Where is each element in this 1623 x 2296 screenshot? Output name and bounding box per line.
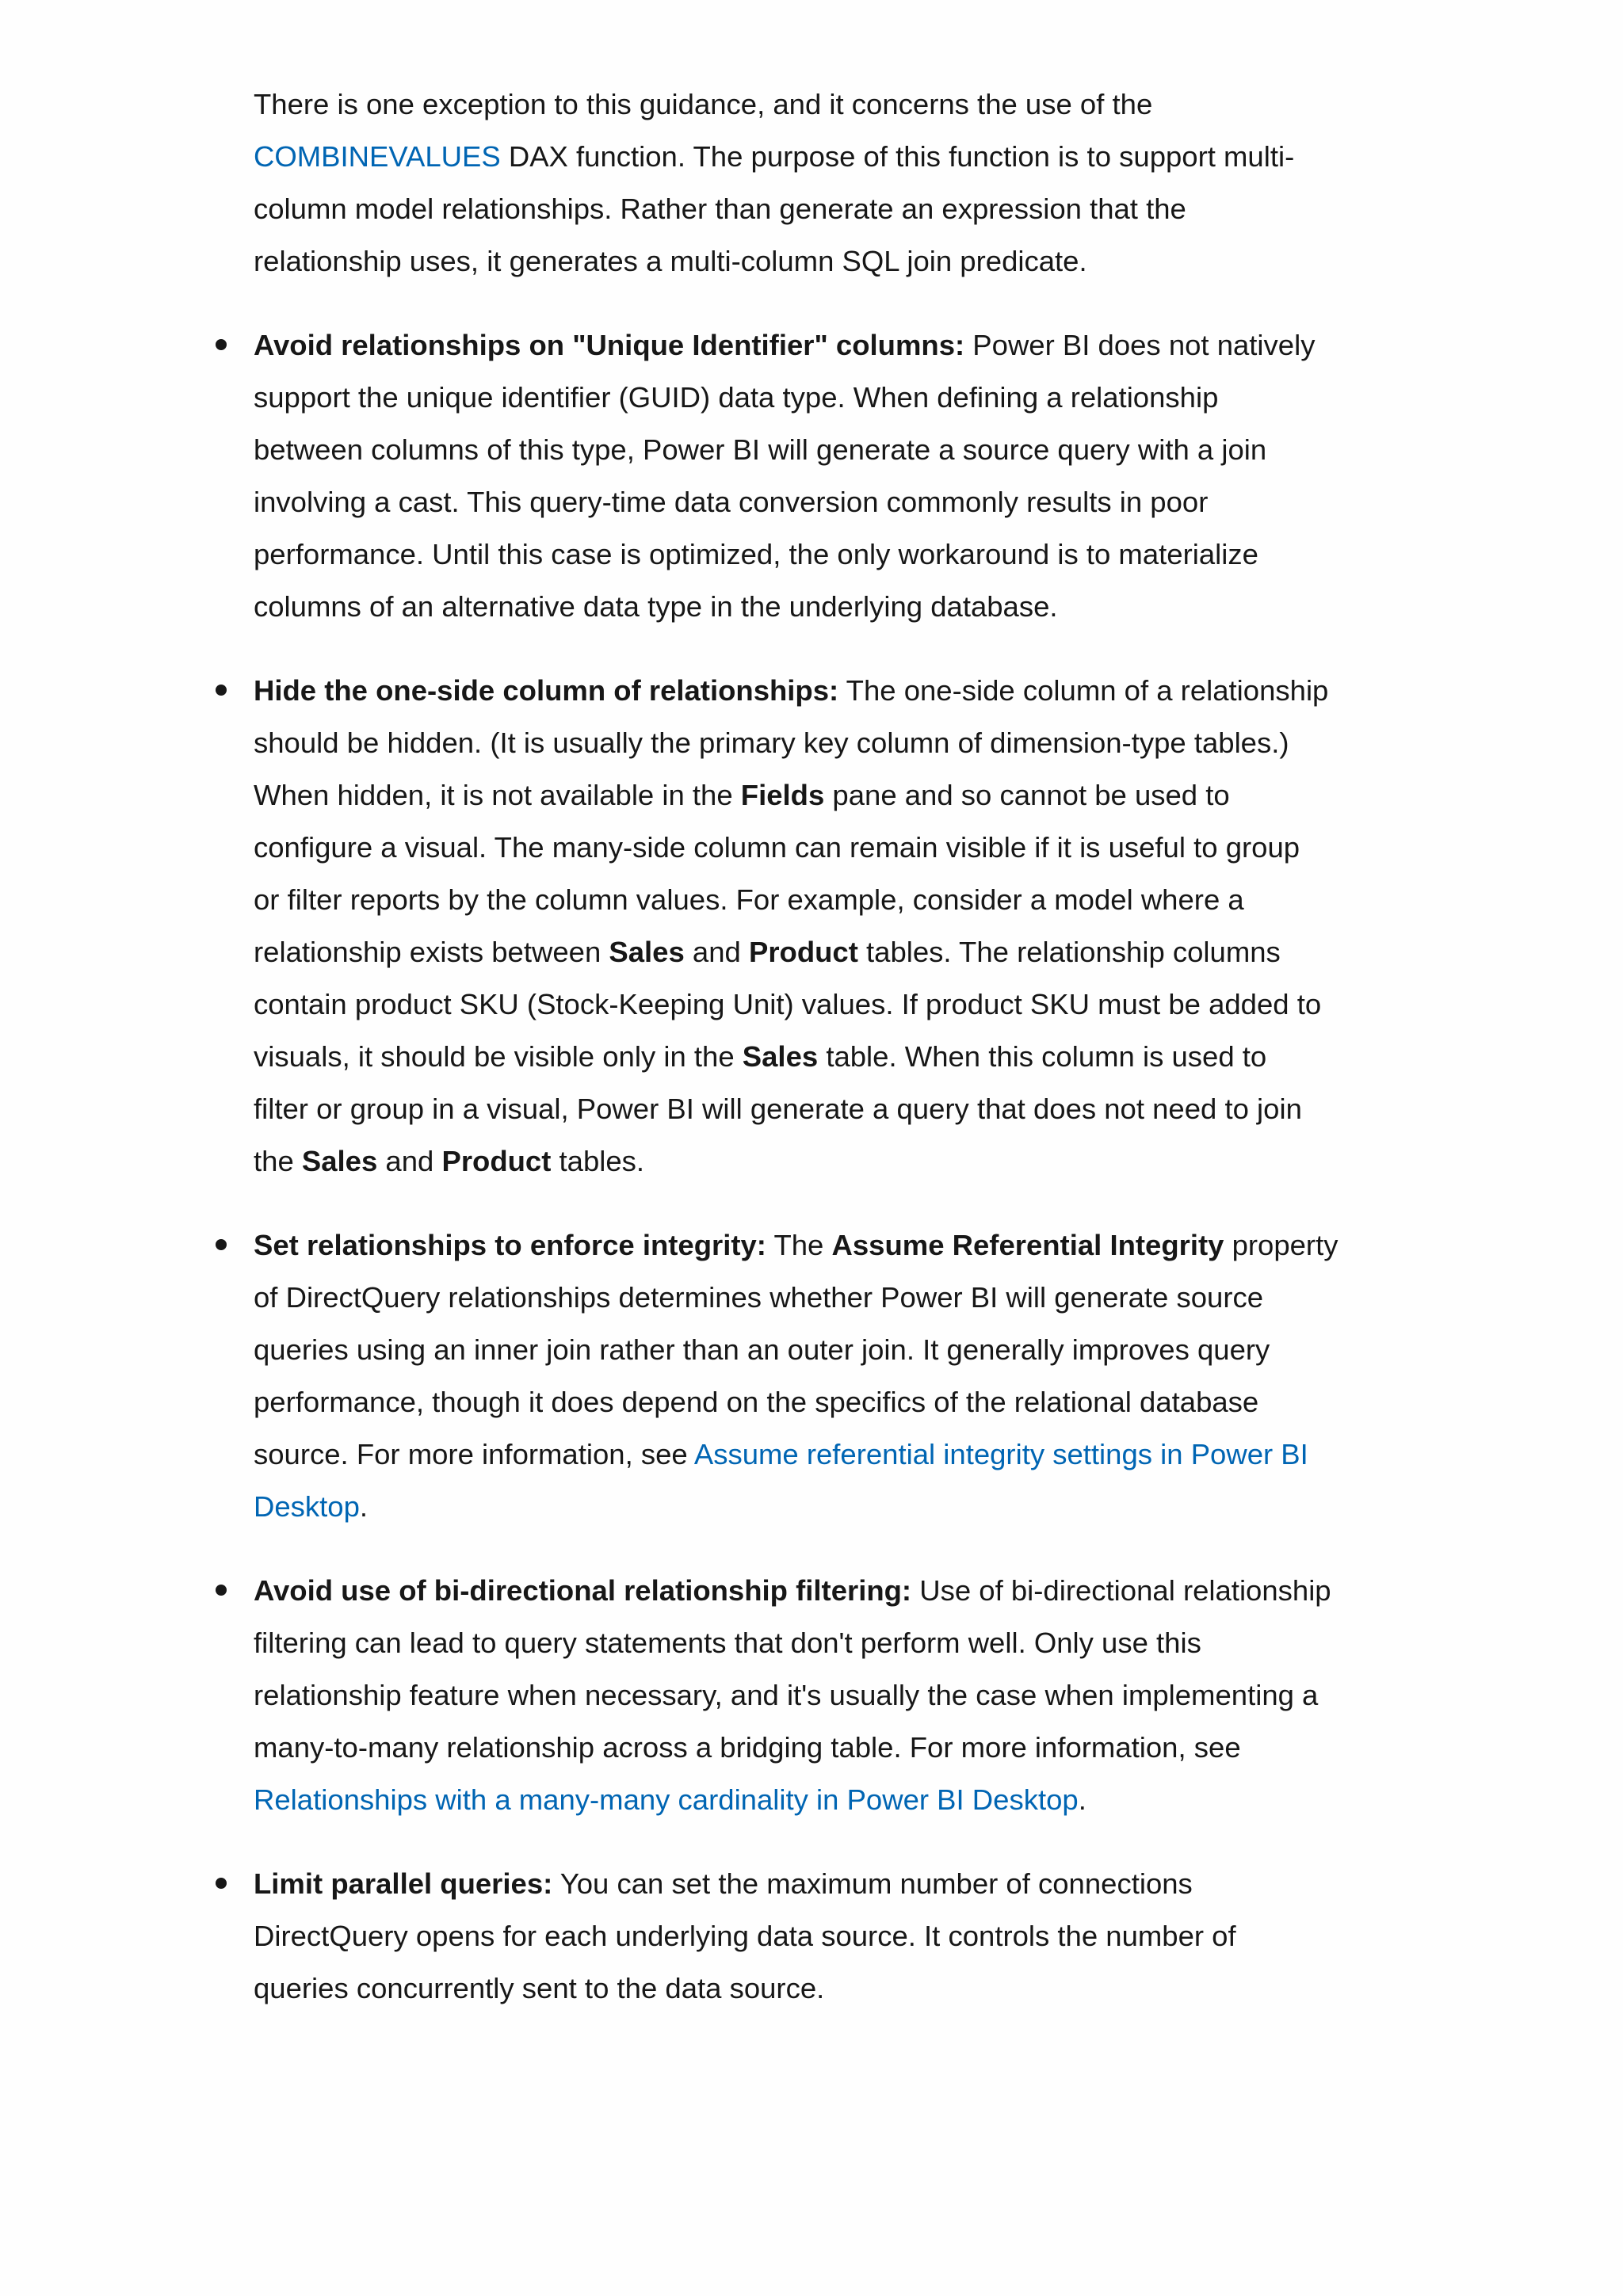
body-text: relationship uses, it generates a multi-column SQL join predicate. <box>254 245 1087 277</box>
bullet-item <box>254 319 1490 633</box>
body-text: support the unique identifier (GUID) data type. When defining a relationship <box>254 381 1219 414</box>
body-text: filtering can lead to query statements that don't perform well. Only use this <box>254 1627 1201 1659</box>
body-text: relationship exists between <box>254 936 609 968</box>
body-text: DAX function. The purpose of this function is to support multi- <box>500 140 1295 173</box>
bold-term: Sales <box>742 1040 819 1073</box>
text-line <box>254 235 1490 288</box>
bold-term: Avoid relationships on "Unique Identifier" columns: <box>254 329 965 361</box>
text-line <box>254 1910 1490 1962</box>
bold-term: Hide the one-side column of relationships: <box>254 674 839 707</box>
doc-link[interactable]: COMBINEVALUES <box>254 140 501 173</box>
text-line <box>254 1135 1490 1188</box>
body-text: and <box>684 936 749 968</box>
text-line <box>254 665 1490 717</box>
body-text: contain product SKU (Stock-Keeping Unit) values. If product SKU must be added to <box>254 988 1322 1020</box>
body-text: involving a cast. This query-time data conversion commonly results in poor <box>254 486 1209 518</box>
text-line <box>254 1481 1490 1533</box>
bullet-item <box>254 1565 1490 1826</box>
text-line <box>254 926 1490 978</box>
text-line <box>254 1324 1490 1376</box>
text-line <box>254 1428 1490 1481</box>
text-line <box>254 1083 1490 1135</box>
text-line <box>254 1669 1490 1722</box>
body-text: or filter reports by the column values. For example, consider a model where a <box>254 883 1244 916</box>
body-text: the <box>254 1145 302 1177</box>
body-text: performance, though it does depend on the specifics of the relational database <box>254 1386 1259 1418</box>
text-line <box>254 822 1490 874</box>
text-line <box>254 528 1490 581</box>
text-line <box>254 78 1490 131</box>
bullet-item <box>254 1219 1490 1533</box>
bold-term: Sales <box>301 1145 378 1177</box>
body-text: tables. The relationship columns <box>857 936 1281 968</box>
bold-term: Set relationships to enforce integrity: <box>254 1229 766 1261</box>
text-line <box>254 183 1490 235</box>
bullet-dot-icon <box>216 1239 227 1250</box>
body-text: between columns of this type, Power BI will generate a source query with a join <box>254 433 1267 466</box>
text-line <box>254 1376 1490 1428</box>
text-line <box>254 319 1490 372</box>
text-line <box>254 1617 1490 1669</box>
bold-term: Fields <box>740 779 825 811</box>
body-text: table. When this column is used to <box>818 1040 1267 1073</box>
body-text: tables. <box>551 1145 645 1177</box>
body-text: filter or group in a visual, Power BI will generate a query that does not need to join <box>254 1093 1302 1125</box>
text-line <box>254 424 1490 476</box>
body-text: queries concurrently sent to the data source. <box>254 1972 825 2004</box>
body-text: Power BI does not natively <box>964 329 1316 361</box>
body-text: When hidden, it is not available in the <box>254 779 741 811</box>
body-text: performance. Until this case is optimized, the only workaround is to materialize <box>254 538 1258 570</box>
bold-term: Limit parallel queries: <box>254 1867 553 1900</box>
bold-term: Avoid use of bi-directional relationship filtering: <box>254 1574 912 1607</box>
text-line <box>254 372 1490 424</box>
text-line <box>254 978 1490 1031</box>
body-text: of DirectQuery relationships determines whether Power BI will generate source <box>254 1281 1264 1314</box>
text-line <box>254 1272 1490 1324</box>
text-line <box>254 1219 1490 1272</box>
body-text: visuals, it should be visible only in the <box>254 1040 743 1073</box>
body-text: many-to-many relationship across a bridging table. For more information, see <box>254 1731 1241 1764</box>
doc-link[interactable]: Relationships with a many-many cardinality in Power BI Desktop <box>254 1783 1079 1816</box>
text-line <box>254 1031 1490 1083</box>
bold-term: Assume Referential Integrity <box>831 1229 1224 1261</box>
text-line <box>254 1962 1490 2015</box>
text-line <box>254 1722 1490 1774</box>
body-text: There is one exception to this guidance, and it concerns the use of the <box>254 88 1153 120</box>
doc-link[interactable]: Assume referential integrity settings in Power BI <box>693 1438 1308 1470</box>
text-line <box>254 874 1490 926</box>
body-text: pane and so cannot be used to <box>824 779 1230 811</box>
text-line <box>254 769 1490 822</box>
bullet-dot-icon <box>216 339 227 350</box>
body-text: queries using an inner join rather than an outer join. It generally improves query <box>254 1333 1270 1366</box>
bullet-dot-icon <box>216 1585 227 1596</box>
body-text: Use of bi-directional relationship <box>911 1574 1331 1607</box>
guidance-bullet-list <box>254 319 1490 2015</box>
body-text: The one-side column of a relationship <box>838 674 1329 707</box>
body-text: columns of an alternative data type in the underlying database. <box>254 590 1058 623</box>
body-text: DirectQuery opens for each underlying data source. It controls the number of <box>254 1920 1236 1952</box>
text-line <box>254 1858 1490 1910</box>
body-text: The <box>766 1229 832 1261</box>
body-text: . <box>359 1490 369 1523</box>
text-line <box>254 476 1490 528</box>
bullet-item <box>254 665 1490 1188</box>
text-line <box>254 1565 1490 1617</box>
body-text: should be hidden. (It is usually the primary key column of dimension-type tables.) <box>254 727 1289 759</box>
body-text: source. For more information, see <box>254 1438 694 1470</box>
bold-term: Sales <box>609 936 685 968</box>
bullet-dot-icon <box>216 1878 227 1889</box>
body-text: and <box>377 1145 442 1177</box>
intro-paragraph <box>254 78 1490 288</box>
text-line <box>254 1774 1490 1826</box>
bold-term: Product <box>441 1145 552 1177</box>
bullet-dot-icon <box>216 685 227 696</box>
body-text: . <box>1078 1783 1086 1816</box>
text-line <box>254 581 1490 633</box>
document-body <box>254 78 1490 2015</box>
text-line <box>254 131 1490 183</box>
body-text: property <box>1224 1229 1338 1261</box>
bullet-item <box>254 1858 1490 2015</box>
body-text: You can set the maximum number of connections <box>552 1867 1193 1900</box>
body-text: column model relationships. Rather than generate an expression that the <box>254 193 1186 225</box>
bold-term: Product <box>748 936 858 968</box>
text-line <box>254 717 1490 769</box>
body-text: configure a visual. The many-side column can remain visible if it is useful to group <box>254 831 1300 864</box>
body-text: relationship feature when necessary, and it's usually the case when implementing a <box>254 1679 1319 1711</box>
doc-link[interactable]: Desktop <box>254 1490 360 1523</box>
